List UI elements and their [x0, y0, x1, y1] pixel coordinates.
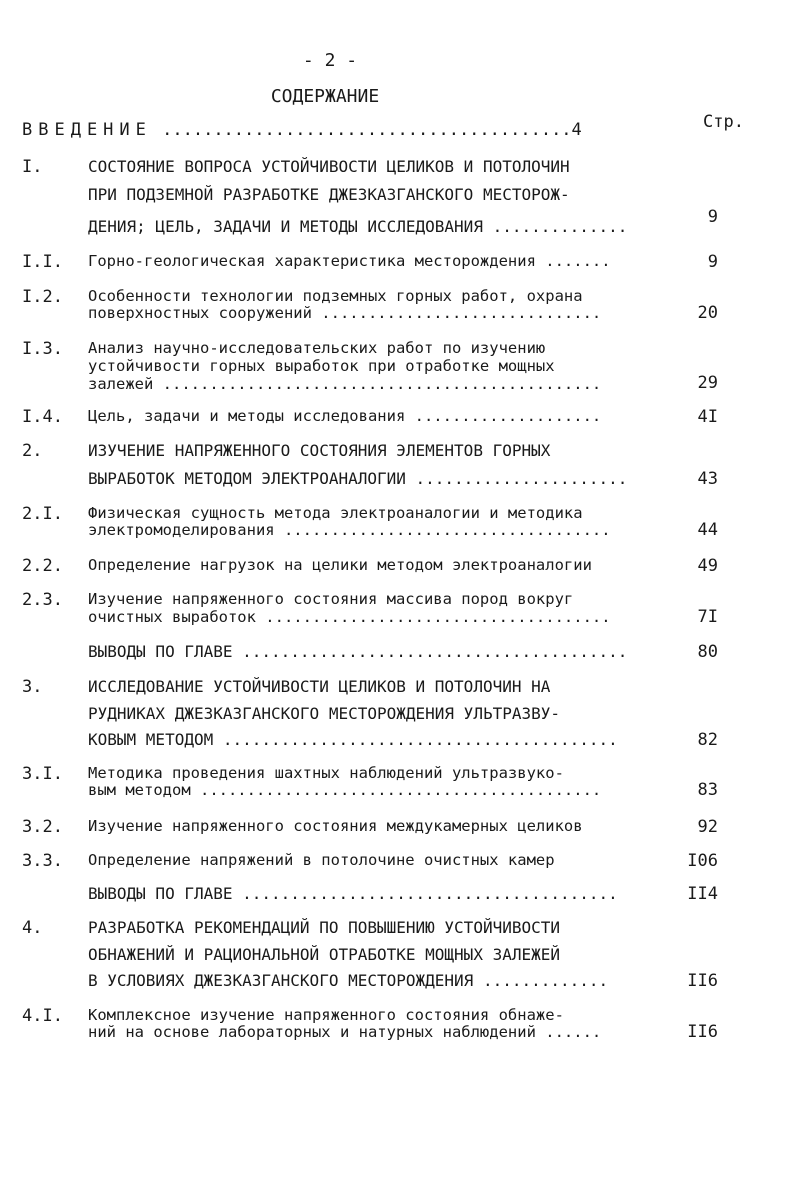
entry-line: ОБНАЖЕНИЙ И РАЦИОНАЛЬНОЙ ОТРАБОТКЕ МОЩНЫХ ЗАЛЕЖЕЙ — [88, 945, 561, 964]
entry-page: 44 — [697, 520, 718, 540]
entry-page: 29 — [697, 373, 718, 393]
entry-line: ний на основе лабораторных и натурных наблюдений ...... — [88, 1023, 602, 1041]
entry-page: I06 — [687, 851, 718, 871]
entry-number: 3.2. — [22, 817, 63, 837]
entry-line: РУДНИКАХ ДЖЕЗКАЗГАНСКОГО МЕСТОРОЖДЕНИЯ УЛЬТРАЗВУ- — [88, 704, 561, 723]
entry-page: 83 — [697, 780, 718, 800]
entry-line: электромоделирования ................................... — [88, 521, 611, 539]
entry-page: 7I — [697, 607, 718, 627]
entry-number: 3.3. — [22, 851, 63, 871]
entry-number: I.4. — [22, 407, 63, 427]
entry-number: 3. — [22, 677, 43, 697]
entry-number: I.2. — [22, 287, 63, 307]
entry-number: 2. — [22, 441, 43, 461]
entry-number: 4. — [22, 918, 43, 938]
entry-page: 9 — [707, 252, 718, 272]
entry-line: ИЗУЧЕНИЕ НАПРЯЖЕННОГО СОСТОЯНИЯ ЭЛЕМЕНТОВ ГОРНЫХ — [88, 441, 551, 460]
page-number: - 2 - — [302, 50, 358, 71]
entry-page: II4 — [687, 884, 718, 904]
intro-title: ВВЕДЕНИЕ — [22, 120, 152, 140]
entry-line: ДЕНИЯ; ЦЕЛЬ, ЗАДАЧИ И МЕТОДЫ ИССЛЕДОВАНИЯ .............. — [88, 217, 628, 236]
entry-line: Особенности технологии подземных горных работ, охрана — [88, 287, 583, 305]
entry-line: поверхностных сооружений .............................. — [88, 304, 602, 322]
entry-page: II6 — [687, 971, 718, 991]
entry-line: ВЫВОДЫ ПО ГЛАВЕ ........................................ — [88, 642, 628, 661]
entry-line: ИССЛЕДОВАНИЕ УСТОЙЧИВОСТИ ЦЕЛИКОВ И ПОТОЛОЧИН НА — [88, 677, 551, 696]
entry-line: очистных выработок ..................................... — [88, 608, 611, 626]
entry-number: 3.I. — [22, 764, 63, 784]
intro-dot-leader: ........................................ — [162, 120, 572, 140]
entry-line: Определение нагрузок на целики методом электроаналогии — [88, 556, 592, 574]
page-title: СОДЕРЖАНИЕ — [270, 86, 380, 107]
intro-page: 4 — [571, 120, 582, 140]
entry-page: 80 — [697, 642, 718, 662]
toc-intro-row — [22, 120, 702, 140]
entry-line: Физическая сущность метода электроаналогии и методика — [88, 504, 583, 522]
entry-line: Комплексное изучение напряженного состояния обнаже- — [88, 1006, 564, 1024]
page-column-label: Стр. — [703, 112, 744, 132]
entry-line: ПРИ ПОДЗЕМНОЙ РАЗРАБОТКЕ ДЖЕЗКАЗГАНСКОГО МЕСТОРОЖ- — [88, 185, 570, 204]
entry-line: Анализ научно-исследовательских работ по изучению — [88, 339, 546, 357]
entry-line: СОСТОЯНИЕ ВОПРОСА УСТОЙЧИВОСТИ ЦЕЛИКОВ И ПОТОЛОЧИН — [88, 157, 570, 176]
entry-number: I.I. — [22, 252, 63, 272]
entry-line: ВЫРАБОТОК МЕТОДОМ ЭЛЕКТРОАНАЛОГИИ ...................... — [88, 469, 628, 488]
entry-number: I.3. — [22, 339, 63, 359]
entry-line: Определение напряжений в потолочине очистных камер — [88, 851, 555, 869]
entry-line: РАЗРАБОТКА РЕКОМЕНДАЦИЙ ПО ПОВЫШЕНИЮ УСТОЙЧИВОСТИ — [88, 918, 561, 937]
entry-line: вым методом ........................................... — [88, 781, 602, 799]
entry-line: Цель, задачи и методы исследования .................... — [88, 407, 602, 425]
entry-page: II6 — [687, 1022, 718, 1042]
entry-line: КОВЫМ МЕТОДОМ ......................................... — [88, 730, 618, 749]
entry-number: 4.I. — [22, 1006, 63, 1026]
entry-page: 4I — [697, 407, 718, 427]
entry-line: устойчивости горных выработок при отработке мощных — [88, 357, 555, 375]
entry-number: 2.3. — [22, 590, 63, 610]
entry-page: 82 — [697, 730, 718, 750]
entry-number: 2.I. — [22, 504, 63, 524]
entry-line: Методика проведения шахтных наблюдений ультразвуко- — [88, 764, 564, 782]
entry-line: Изучение напряженного состояния междукамерных целиков — [88, 817, 583, 835]
entry-page: 92 — [697, 817, 718, 837]
entry-line: Горно-геологическая характеристика месторождения ....... — [88, 252, 611, 270]
entry-line: ВЫВОДЫ ПО ГЛАВЕ ....................................... — [88, 884, 618, 903]
entry-page: 9 — [707, 207, 718, 227]
entry-line: залежей ............................................... — [88, 375, 602, 393]
entry-number: 2.2. — [22, 556, 63, 576]
entry-page: 20 — [697, 303, 718, 323]
entry-page: 43 — [697, 469, 718, 489]
entry-line: Изучение напряженного состояния массива пород вокруг — [88, 590, 574, 608]
entry-number: I. — [22, 157, 43, 177]
entry-page: 49 — [697, 556, 718, 576]
entry-line: В УСЛОВИЯХ ДЖЕЗКАЗГАНСКОГО МЕСТОРОЖДЕНИЯ ............. — [88, 971, 609, 990]
